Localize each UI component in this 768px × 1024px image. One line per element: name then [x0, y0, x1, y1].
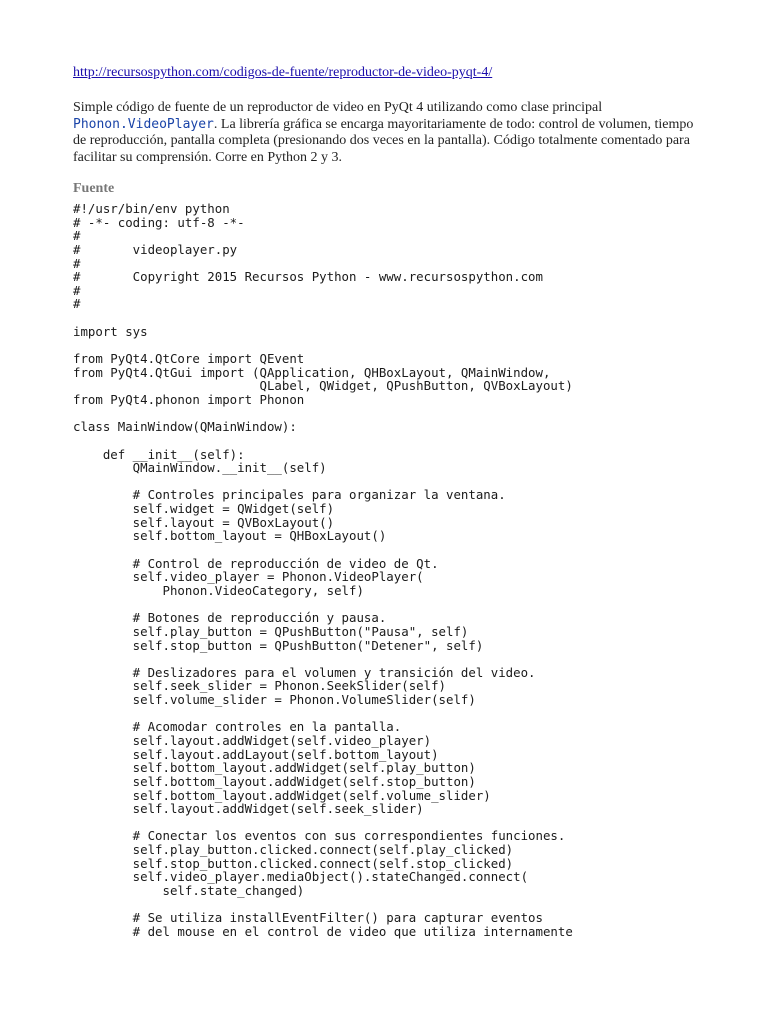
- code-line: # -*- coding: utf-8 -*-: [73, 214, 245, 230]
- code-line: [73, 311, 713, 325]
- code-line: self.layout = QVBoxLayout(): [73, 514, 335, 530]
- code-line: # Botones de reproducción y pausa.: [73, 610, 387, 626]
- code-line: self.bottom_layout = QHBoxLayout(): [73, 528, 387, 544]
- code-line: self.state_changed): [73, 883, 305, 899]
- code-line: [73, 475, 713, 489]
- intro-text-before: Simple código de fuente de un reproductor de video en PyQt 4 utilizando como clase principal: [73, 100, 603, 115]
- code-line: self.play_button = QPushButton("Pausa", self): [73, 623, 469, 639]
- code-line: self.bottom_layout.addWidget(self.stop_button): [73, 773, 476, 789]
- code-line: self.layout.addWidget(self.seek_slider): [73, 801, 424, 817]
- code-line: self.layout.addLayout(self.bottom_layout): [73, 746, 439, 762]
- code-line: # Copyright 2015 Recursos Python - www.recursospython.com: [73, 269, 543, 285]
- code-line: self.layout.addWidget(self.video_player): [73, 732, 432, 748]
- code-line: # Conectar los eventos con sus correspondientes funciones.: [73, 828, 566, 844]
- code-line: self.video_player = Phonon.VideoPlayer(: [73, 569, 424, 585]
- code-line: from PyQt4.QtCore import QEvent: [73, 351, 305, 367]
- code-line: [73, 816, 713, 830]
- code-line: # Control de reproducción de video de Qt.: [73, 555, 439, 571]
- code-line: [73, 898, 713, 912]
- code-line: #: [73, 255, 81, 271]
- code-line: self.widget = QWidget(self): [73, 501, 335, 517]
- code-line: [73, 407, 713, 421]
- code-line: self.seek_slider = Phonon.SeekSlider(self): [73, 678, 446, 694]
- code-line: self.video_player.mediaObject().stateChanged.connect(: [73, 869, 529, 885]
- code-line: QMainWindow.__init__(self): [73, 460, 327, 476]
- code-line: # Deslizadores para el volumen y transición del video.: [73, 664, 536, 680]
- code-line: from PyQt4.phonon import Phonon: [73, 391, 305, 407]
- code-line: import sys: [73, 323, 148, 339]
- code-line: QLabel, QWidget, QPushButton, QVBoxLayout): [73, 378, 573, 394]
- code-line: [73, 543, 713, 557]
- code-line: self.play_button.clicked.connect(self.play_clicked): [73, 842, 514, 858]
- code-line: self.bottom_layout.addWidget(self.play_button): [73, 760, 476, 776]
- code-block: [73, 202, 713, 939]
- code-line: [73, 652, 713, 666]
- code-line: # videoplayer.py: [73, 241, 238, 257]
- code-line: [73, 707, 713, 721]
- code-line: self.stop_button.clicked.connect(self.stop_clicked): [73, 855, 514, 871]
- code-line: self.volume_slider = Phonon.VolumeSlider(self): [73, 692, 476, 708]
- intro-inline-code: Phonon.VideoPlayer: [73, 116, 214, 132]
- code-line: #: [73, 228, 81, 244]
- code-line: from PyQt4.QtGui import (QApplication, QHBoxLayout, QMainWindow,: [73, 364, 551, 380]
- intro-paragraph: [73, 100, 703, 166]
- code-line: #: [73, 296, 81, 312]
- code-line: [73, 598, 713, 612]
- code-line: # Se utiliza installEventFilter() para capturar eventos: [73, 910, 543, 926]
- code-line: #: [73, 282, 81, 298]
- code-line: self.stop_button = QPushButton("Detener", self): [73, 637, 484, 653]
- section-title: Fuente: [73, 181, 115, 196]
- code-line: self.bottom_layout.addWidget(self.volume_slider): [73, 787, 491, 803]
- code-line: [73, 338, 713, 352]
- code-line: Phonon.VideoCategory, self): [73, 582, 364, 598]
- code-line: def __init__(self):: [73, 446, 245, 462]
- code-line: # Controles principales para organizar la ventana.: [73, 487, 506, 503]
- code-line: #!/usr/bin/env python: [73, 201, 230, 216]
- intro-text-after: . La librería gráfica se encarga mayoritariamente de todo: control de volumen, tiempo de reproducción, pantalla completa (presionando dos veces en la pantalla). Código totalmente comentado para facilitar su comprensión. Corre en Python 2 y 3.: [73, 116, 694, 165]
- source-link[interactable]: http://recursospython.com/codigos-de-fuente/reproductor-de-video-pyqt-4/: [73, 65, 493, 80]
- code-line: # Acomodar controles en la pantalla.: [73, 719, 402, 735]
- code-line: class MainWindow(QMainWindow):: [73, 419, 297, 435]
- document-page: [73, 64, 713, 939]
- code-line: [73, 434, 713, 448]
- code-line: # del mouse en el control de video que utiliza internamente: [73, 923, 573, 939]
